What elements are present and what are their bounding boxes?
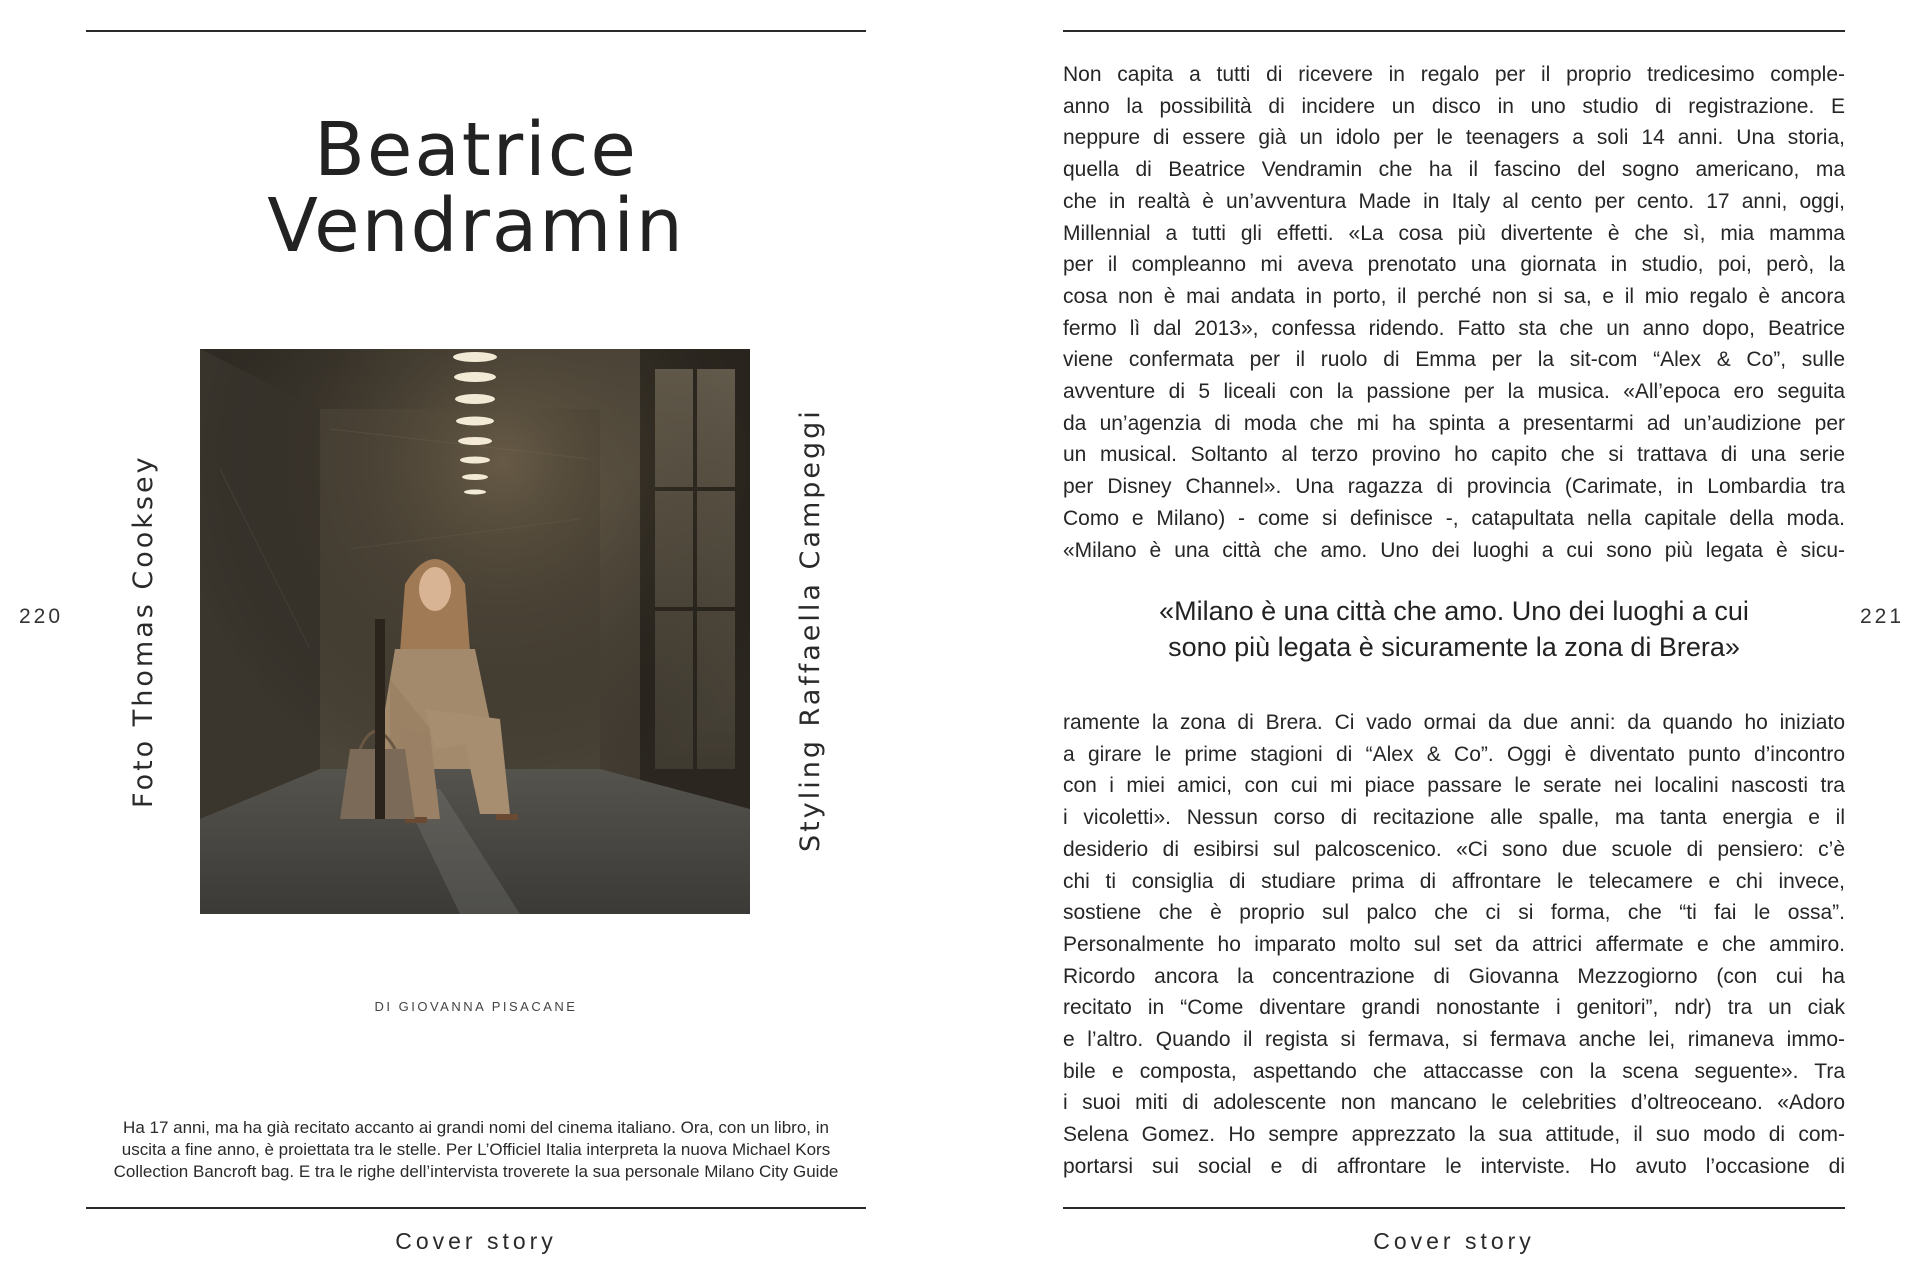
article-body-top xyxy=(1063,59,1845,566)
body-line: e l’altro. Quando il regista si fermava, si fermava anche lei, rimaneva immo- xyxy=(1063,1028,1845,1052)
body-line: per Disney Channel». Una ragazza di provincia (Carimate, in Lombardia tra xyxy=(1063,475,1845,499)
intro-line: Ha 17 anni, ma ha già recitato accanto ai grandi nomi del cinema italiano. Ora, con un libro, in xyxy=(123,1118,829,1137)
body-line: Ricordo ancora la concentrazione di Giovanna Mezzogiorno (con cui ha xyxy=(1063,964,1845,988)
body-line: Selena Gomez. Ho sempre apprezzato la sua attitude, il suo modo di com- xyxy=(1063,1123,1845,1147)
body-line: Millennial a tutti gli effetti. «La cosa più divertente è che sì, mia mamma xyxy=(1063,221,1845,245)
body-line: bile e composta, aspettando che attaccasse con la scena seguente». Tra xyxy=(1063,1059,1845,1083)
article-body-bottom xyxy=(1063,707,1845,1183)
body-line: fermo lì dal 2013», confessa ridendo. Fatto sta che un anno dopo, Beatrice xyxy=(1063,316,1845,340)
body-line: da un’agenzia di moda che mi ha spinta a presentarmi ad un’audizione per xyxy=(1063,411,1845,435)
body-line: neppure di essere già un idolo per le teenagers a soli 14 anni. Una storia, xyxy=(1063,126,1845,150)
section-label-right: Cover story xyxy=(1373,1228,1535,1254)
body-line: desiderio di esibirsi sul palcoscenico. «Ci sono due scuole di pensiero: c’è xyxy=(1063,837,1845,861)
body-line: viene confermata per il ruolo di Emma per la sit-com “Alex & Co”, sulle xyxy=(1063,348,1845,372)
title-line-2: Vendramin xyxy=(267,183,685,269)
body-line: avventure di 5 liceali con la passione per la musica. «All’epoca ero seguita xyxy=(1063,380,1845,404)
body-line: i vicoletti». Nessun corso di recitazione alle spalle, ma tanta energia e il xyxy=(1063,806,1845,830)
body-line: «Milano è una città che amo. Uno dei luoghi a cui sono più legata è sicu- xyxy=(1063,538,1845,562)
cover-photo xyxy=(200,349,750,914)
body-line: che in realtà è un’avventura Made in Italy al cento per cento. 17 anni, oggi, xyxy=(1063,189,1845,213)
body-line: a girare le prime stagioni di “Alex & Co”. Oggi è diventato punto d’incontro xyxy=(1063,742,1845,766)
body-line: per il compleanno mi aveva prenotato una giornata in studio, poi, però, la xyxy=(1063,253,1845,277)
body-line: cosa non è mai andata in porto, il perché non si sa, e il mio regalo è ancora xyxy=(1063,284,1845,308)
body-line: quella di Beatrice Vendramin che ha il fascino del sogno americano, ma xyxy=(1063,158,1845,182)
left-top-rule xyxy=(86,30,866,32)
photo-credit: Foto Thomas Cooksey xyxy=(128,454,159,808)
right-bottom-rule xyxy=(1063,1207,1845,1209)
body-line: portarsi sui social e di affrontare le interviste. Ho avuto l’occasione di xyxy=(1063,1154,1845,1178)
body-line: Non capita a tutti di ricevere in regalo per il proprio tredicesimo comple- xyxy=(1063,63,1845,86)
left-bottom-rule xyxy=(86,1207,866,1209)
body-line: Como e Milano) - come si definisce -, catapultata nella capitale della moda. xyxy=(1063,506,1845,530)
body-line: i suoi miti di adolescente non mancano le celebrities d’oltreoceano. «Adoro xyxy=(1063,1091,1845,1115)
body-line: con i miei amici, con cui mi piace passare le serate nei localini nascosti tra xyxy=(1063,774,1845,798)
page-number-right: 221 xyxy=(1860,605,1905,628)
title-line-1: Beatrice xyxy=(314,107,638,193)
page-number-left: 220 xyxy=(19,605,64,628)
intro-standfirst xyxy=(86,1117,866,1183)
pull-quote xyxy=(1063,593,1845,665)
section-label-left: Cover story xyxy=(395,1228,557,1254)
article-title xyxy=(86,107,866,269)
body-line: Personalmente ho imparato molto sul set da attrici affermate e che ammiro. xyxy=(1063,932,1845,956)
body-line: anno la possibilità di incidere un disco in uno studio di registrazione. E xyxy=(1063,94,1845,118)
body-line: chi ti consiglia di studiare prima di affrontare le telecamere e chi invece, xyxy=(1063,869,1845,893)
body-line: ramente la zona di Brera. Ci vado ormai da due anni: da quando ho iniziato xyxy=(1063,711,1845,734)
body-line: sostiene che è proprio sul palco che ci si forma, che “ti fai le ossa”. xyxy=(1063,901,1845,925)
intro-line: uscita a fine anno, è proiettata tra le stelle. Per L’Officiel Italia interpreta la nuova Michael Kors xyxy=(121,1140,831,1159)
styling-credit: Styling Raffaella Campeggi xyxy=(795,408,826,852)
pull-quote-line: sono più legata è sicuramente la zona di Brera» xyxy=(1168,632,1740,662)
right-top-rule xyxy=(1063,30,1845,32)
body-line: recitato in “Come diventare grandi nonostante i genitori”, ndr) tra un ciak xyxy=(1063,996,1845,1020)
byline: DI GIOVANNA PISACANE xyxy=(374,999,578,1014)
portrait-photo xyxy=(200,349,750,914)
intro-line: Collection Bancroft bag. E tra le righe dell’intervista troverete la sua personale Milano City Guide xyxy=(113,1162,839,1181)
pull-quote-line: «Milano è una città che amo. Uno dei luoghi a cui xyxy=(1159,596,1749,626)
body-line: un musical. Soltanto al terzo provino ho capito che si trattava di una serie xyxy=(1063,443,1845,467)
